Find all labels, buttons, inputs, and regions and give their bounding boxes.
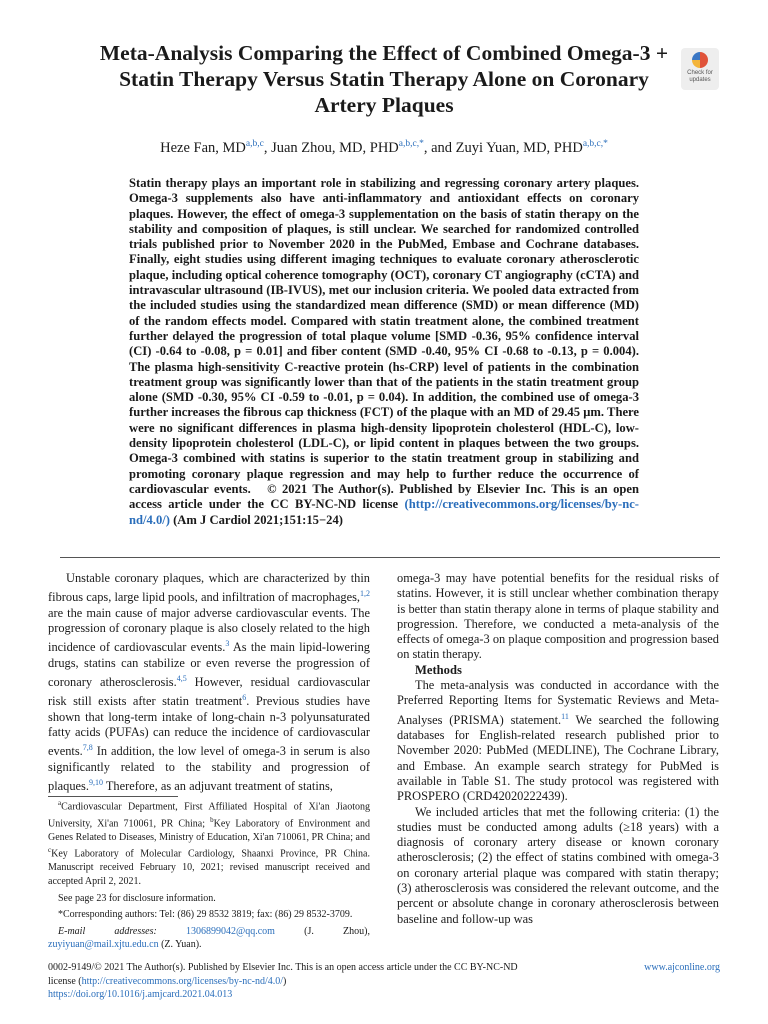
footnotes (48, 797, 370, 955)
author-name: Heze Fan, MD (160, 139, 246, 156)
corresponding-footnote: *Corresponding authors: Tel: (86) 29 8532 3819; fax: (86) 29 8532-3709. (58, 909, 353, 921)
reference-link[interactable]: 7,8 (82, 743, 93, 753)
methods-paragraph: We included articles that met the following criteria: (1) the studies must be conducted among adults (≥18 years) with a diagnosis of coronary artery disease or known coronary atherosclerosis; (2) the effect of statins combined with omega-3 on coronary arterial plaque was compared with statin therapy; (3) atherosclerosis was considered the relevant outcome, and the percent or absolute change in coronary atherosclerosis between baseline and follow-up was (397, 804, 719, 926)
reference-link[interactable]: 4,5 (176, 674, 187, 684)
corresponding-mark[interactable]: * (419, 139, 424, 149)
reference-link[interactable]: 6 (242, 693, 247, 703)
reference-link[interactable]: 3 (225, 639, 230, 649)
check-updates-icon (692, 52, 708, 68)
author-affiliation[interactable]: a,b,c, (398, 139, 420, 149)
affiliation-footnote: $^a$Cardiovascular Department, First Affiliated Hospital of Xi'an Jiaotong University, Xi'an 710061, PR China; $^b$Key Laboratory of Environment and Genes Related to Diseases, Ministry of Education, Xi'an 710061, PR China; and $^c$Key Laboratory of Molecular Cardiology, Shaanxi Province, PR China. Manuscript received February 10, 2021; revised manuscript received and accepted April 2, 2021. (48, 799, 370, 887)
license-link[interactable]: (http://creativecommons.org/licenses/by-nc-nd/4.0/) (129, 497, 639, 527)
abstract-text: Statin therapy plays an important role in stabilizing and regressing coronary artery plaques. Omega-3 supplements also have anti-inflammatory and antioxidant effects on coronary plaques. However, the effect of omega-3 supplementation on the basis of statin therapy on the stability and composition of plaques, is still unclear. We searched for randomized controlled trials published prior to November 2020 in the PubMed, Embase and Cochrane databases. Finally, eight studies using different imaging techniques to evaluate coronary atherosclerotic plaque, including optical coherence tomography (OCT), coronary CT angiography (cCTA) and intravascular ultrasound (IB-IVUS), met our inclusion criteria. We pooled data extracted from the included studies using the standardized mean difference (SMD) or mean difference (MD) of the random effects model. Compared with statin treatment alone, the combined treatment further delayed the progression of total plaque volume [SMD -0.36, 95% confidence interval (CI) -0.64 to -0.08, p = 0.01] and fiber content (SMD -0.40, 95% CI -0.68 to -0.13, p = 0.004). The plasma high-sensitivity C-reactive protein (hs-CRP) level of patients in the combination treatment group was significantly lower than that of the patients in the statin treatment group alone (SMD -0.30, 95% CI -0.59 to -0.01, p = 0.04). In addition, the combined use of omega-3 further increases the fibrous cap thickness (FCT) of the plaque with an MD of 29.45 μm. There were no significant differences in plasma high-density lipoprotein cholesterol (HDL-C), low-density lipoprotein cholesterol (LDL-C), or lipid content in plaques between the two groups. Omega-3 combined with statins is superior to the statin treatment group in stabilizing and promoting coronary plaque regression and may help to further reduce the occurrence of cardiovascular events. (129, 176, 639, 496)
journal-citation: (Am J Cardiol 2021;151:15−24) (173, 512, 343, 527)
footer-copyright: 0002-9149/© 2021 The Author(s). Published by Elsevier Inc. This is an open access article under the CC BY-NC-ND (48, 962, 518, 973)
author-name: , and Zuyi Yuan, MD, PHD (423, 139, 583, 156)
footer-license-link[interactable]: http://creativecommons.org/licenses/by-nc-nd/4.0/ (81, 975, 284, 987)
intro-paragraph: Unstable coronary plaques, which are characterized by thin fibrous caps, large lipid pools, and infiltration of macrophages,$^{1,2}$ are the main cause of major adverse cardiovascular events. The progression of coronary plaque is also closely related to the high incidence of cardiovascular events.$^3$ As the main lipid-lowering drugs, statins can stabilize or even reverse the progression of coronary atherosclerosis.$^{4,5}$ However, residual cardiovascular risk still exists after statin treatment$^6$. Previous studies have shown that long-term intake of long-chain n-3 polyunsaturated fatty acids (PUFAs) can reduce the incidence of cardiovascular events.$^{7,8}$ In addition, the low level of omega-3 in serum is also significantly related to the stability and progression of plaques.$^{9,10}$ Therefore, as an adjuvant treatment of statins, (48, 571, 371, 794)
badge-line1: Check for (687, 70, 713, 76)
article-title: Meta-Analysis Comparing the Effect of Combined Omega-3 + Statin Therapy Versus Statin Therapy Alone on Coronary Artery Plaques (99, 41, 669, 117)
footer-license: license (http://creativecommons.org/licenses/by-nc-nd/4.0/) (48, 975, 287, 987)
page-footer (48, 961, 720, 1002)
disclosure-footnote: See page 23 for disclosure information. (58, 892, 216, 904)
author-list (60, 139, 708, 157)
corresponding-mark[interactable]: * (603, 139, 608, 149)
abstract-divider (60, 557, 720, 558)
reference-link[interactable]: 9,10 (88, 778, 103, 788)
abstract-copyright: © 2021 The Author(s). Published by Elsevier Inc. This is an open access article under the CC BY-NC-ND license (129, 481, 639, 512)
reference-link[interactable]: 1,2 (360, 589, 370, 599)
intro-paragraph: omega-3 may have potential benefits for the residual risks of statins. However, it is still unclear whether combination therapy is better than statin therapy alone in terms of plaque stability and progression. Therefore, we conducted a meta-analysis of the effects of omega-3 on plaque composition and progression based on statin therapy. (397, 571, 719, 662)
section-heading-methods: Methods (415, 662, 462, 677)
email-link[interactable]: 1306899042@qq.com (186, 925, 275, 937)
journal-site-link[interactable]: www.ajconline.org (644, 962, 720, 973)
author-affiliation[interactable]: a,b,c, (582, 139, 604, 149)
reference-link[interactable]: 11 (561, 711, 569, 721)
left-column (48, 571, 370, 795)
check-for-updates-badge[interactable] (681, 48, 719, 90)
author-affiliation[interactable]: a,b,c (245, 139, 264, 149)
right-column (397, 571, 719, 927)
email-link[interactable]: zuyiyuan@mail.xjtu.edu.cn (48, 939, 159, 951)
abstract (129, 176, 639, 528)
badge-line2: updates (689, 77, 711, 83)
doi-link[interactable]: https://doi.org/10.1016/j.amjcard.2021.04.013 (48, 989, 233, 1000)
email-footnote: E-mail addresses: 1306899042@qq.com (J. Zhou), zuyiyuan@mail.xjtu.edu.cn (Z. Yuan). (48, 925, 370, 951)
author-name: , Juan Zhou, MD, PHD (263, 139, 399, 156)
methods-paragraph: The meta-analysis was conducted in accordance with the Preferred Reporting Items for Systematic Reviews and Meta-Analyses (PRISMA) statement.$^{11}$ We searched the following databases for English-related research published prior to November 2020: PubMed (MEDLINE), The Cochrane Library, and Embase. An example search strategy for PubMed is available in Table S1. The study protocol was registered with PROSPERO (CRD42020222439). (397, 678, 719, 804)
